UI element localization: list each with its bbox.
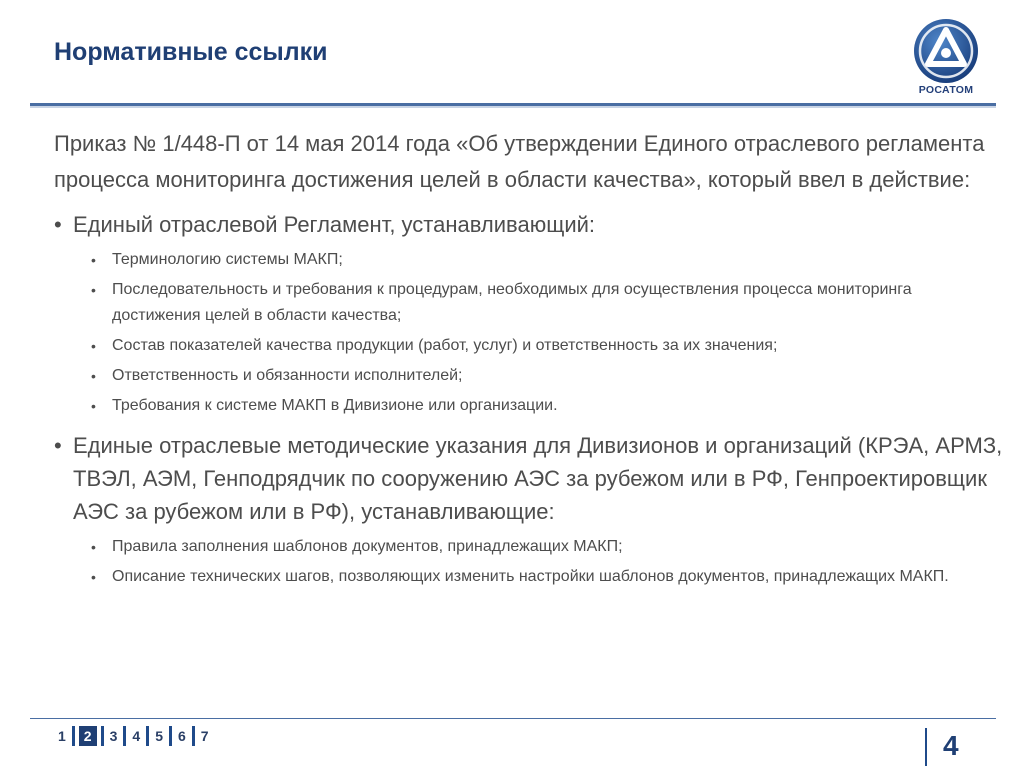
footer-divider: [30, 718, 996, 719]
sub-bullet-text: Требования к системе МАКП в Дивизионе или организации.: [112, 397, 558, 414]
logo-wordmark: РОСАТОМ: [918, 84, 974, 96]
pager-item-3[interactable]: 3: [109, 728, 118, 744]
bullet-dot: •: [91, 368, 96, 384]
sub-bullet-text: Правила заполнения шаблонов документов, принадлежащих МАКП;: [112, 538, 623, 555]
pager-item-4[interactable]: 4: [132, 728, 141, 744]
sub-bullet-text: Ответственность и обязанности исполнителей;: [112, 367, 463, 384]
sub-bullet-item: [73, 247, 1004, 273]
sub-bullet-item: [73, 393, 1004, 419]
title-divider-shadow: [30, 106, 996, 108]
bullet-item: [54, 208, 1004, 419]
bullet-dot: •: [91, 252, 96, 268]
main-bullet-list: [54, 208, 1004, 590]
bullet-dot: •: [91, 282, 96, 298]
page-title: Нормативные ссылки: [54, 38, 328, 66]
bullet-dot: •: [91, 338, 96, 354]
pager-item-2-active[interactable]: 2: [79, 726, 97, 746]
pager-item-1[interactable]: 1: [58, 728, 66, 744]
sub-bullet-text: Последовательность и требования к процедурам, необходимых для осуществления процесса мониторинга достижения целей в области качества;: [112, 281, 912, 324]
atom-logo-icon: [906, 18, 986, 84]
pager-item-6[interactable]: 6: [177, 728, 186, 744]
sub-bullet-list: [73, 247, 1004, 419]
intro-paragraph: Приказ № 1/448-П от 14 мая 2014 года «Об утверждении Единого отраслевого регламента процесса мониторинга достижения целей в области качества», который ввел в действие:: [54, 131, 985, 192]
rosatom-logo: [906, 18, 986, 102]
pager-separator: [72, 726, 75, 746]
pager-item-5[interactable]: 5: [155, 728, 163, 744]
sub-bullet-item: [73, 277, 1004, 329]
pager-item-7[interactable]: 7: [200, 728, 209, 744]
sub-bullet-text: Описание технических шагов, позволяющих изменить настройки шаблонов документов, принадлежащих МАКП.: [112, 568, 949, 585]
bullet-dot: •: [91, 539, 96, 555]
bullet-text: Единые отраслевые методические указания для Дивизионов и организаций (КРЭА, АРМЗ, ТВЭЛ, АЭМ, Генподрядчик по сооружению АЭС за рубежом или в РФ, Генпроектировщик АЭС за рубежом или в РФ), устанавливающие:: [73, 433, 1003, 524]
slide-content: [54, 126, 1004, 600]
sub-bullet-item: [73, 363, 1004, 389]
slide-number-divider: [925, 728, 927, 766]
sub-bullet-item: [73, 564, 1004, 590]
sub-bullet-text: Состав показателей качества продукции (работ, услуг) и ответственность за их значения;: [112, 337, 778, 354]
slide-number: 4: [943, 730, 959, 761]
sub-bullet-list: [73, 534, 1004, 590]
bullet-dot: •: [54, 212, 62, 237]
section-pager: [54, 726, 215, 746]
bullet-text: Единый отраслевой Регламент, устанавливающий:: [73, 212, 596, 237]
bullet-dot: •: [54, 433, 62, 458]
bullet-dot: •: [91, 569, 96, 585]
sub-bullet-text: Терминологию системы МАКП;: [112, 251, 343, 268]
sub-bullet-item: [73, 333, 1004, 359]
sub-bullet-item: [73, 534, 1004, 560]
bullet-dot: •: [91, 398, 96, 414]
bullet-item: [54, 429, 1004, 590]
